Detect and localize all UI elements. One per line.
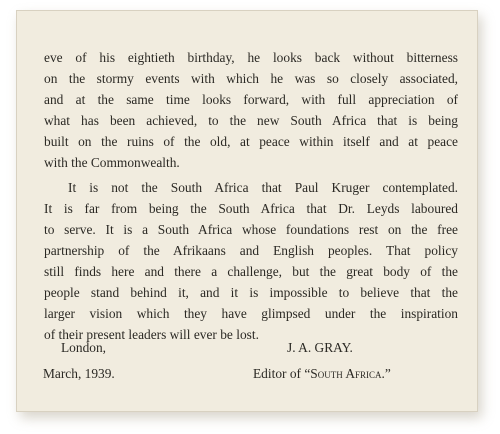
text-line: larger vision which they have glimpsed under the inspiration	[44, 306, 458, 321]
text-line: partnership of the Afrikaans and English peoples. That policy	[44, 243, 458, 258]
text-line: eve of his eightieth birthday, he looks back without bitterness	[44, 50, 458, 65]
paragraph-2	[44, 177, 458, 345]
signature-name: J. A. GRAY.	[287, 340, 353, 355]
text-line: still finds here and there a challenge, but the great body of the	[44, 264, 458, 279]
signature-title-publication: South Africa.	[310, 366, 385, 381]
text-line: what has been achieved, to the new South Africa that is being	[44, 113, 458, 128]
text-line: people stand behind it, and it is impossible to believe that the	[44, 285, 458, 300]
text-line: of their present leaders will ever be lost.	[44, 327, 259, 342]
text-line: built on the ruins of the old, at peace within itself and at peace	[44, 134, 458, 149]
text-line: and at the same time looks forward, with full appreciation of	[44, 92, 458, 107]
text-line: on the stormy events with which he was so closely associated,	[44, 71, 458, 86]
signature-title-suffix: ”	[384, 366, 391, 381]
text-line: It is far from being the South Africa that Dr. Leyds laboured	[44, 201, 458, 216]
text-line: with the Commonwealth.	[44, 155, 180, 170]
text-line: to serve. It is a South Africa whose foundations rest on the free	[44, 222, 458, 237]
signature-title-prefix: Editor of “	[253, 366, 311, 381]
signature-date: March, 1939.	[43, 366, 115, 381]
signature-title	[253, 363, 391, 384]
signature-place: London,	[61, 340, 107, 355]
text-line: It is not the South Africa that Paul Kruger contemplated.	[68, 180, 458, 195]
paragraph-1	[44, 47, 458, 173]
book-page	[16, 10, 478, 412]
